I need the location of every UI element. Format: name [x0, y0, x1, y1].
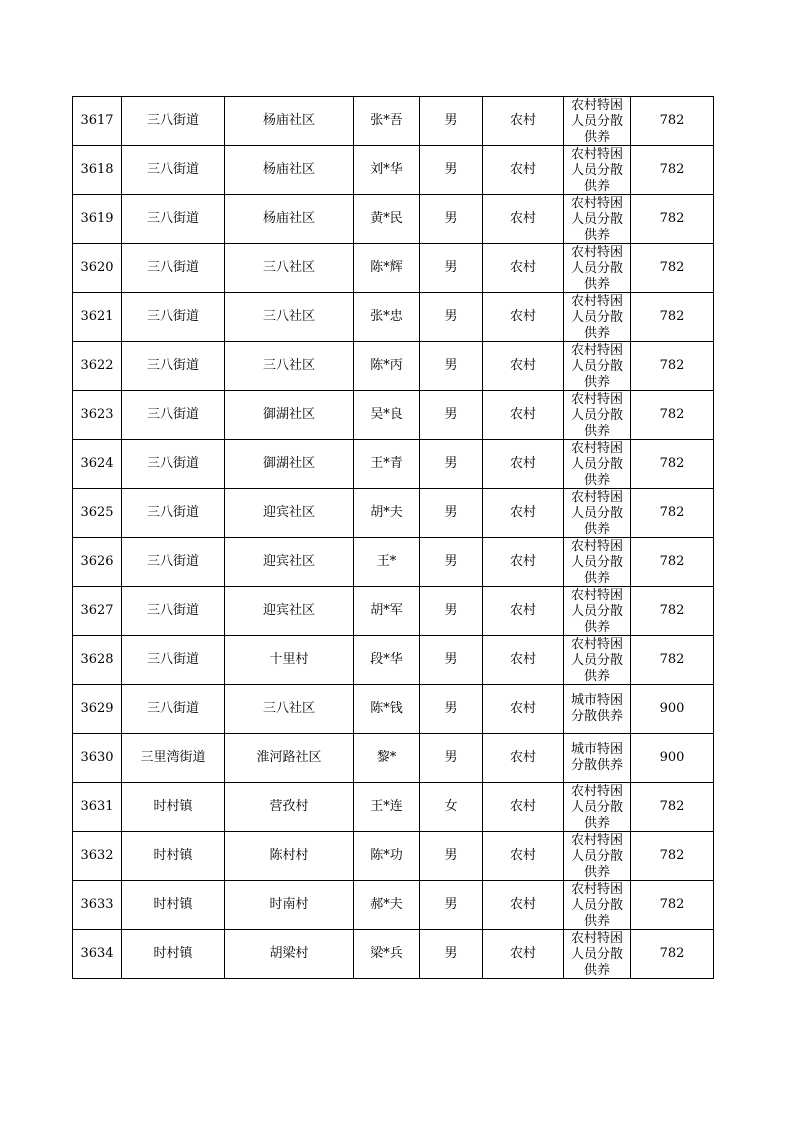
support-type-text: 农村特困人员分散供养	[570, 441, 623, 488]
support-type-text: 农村特困人员分散供养	[570, 833, 623, 880]
gender-cell: 男	[420, 930, 483, 979]
support-type-cell	[564, 930, 631, 979]
gender-cell: 男	[420, 685, 483, 734]
row-number-cell: 3622	[73, 342, 122, 391]
name-cell: 张*忠	[354, 293, 420, 342]
street-cell: 三八街道	[122, 146, 225, 195]
name-cell: 陈*丙	[354, 342, 420, 391]
street-cell: 三八街道	[122, 440, 225, 489]
street-cell: 三八街道	[122, 342, 225, 391]
row-number-cell: 3629	[73, 685, 122, 734]
name-cell: 胡*军	[354, 587, 420, 636]
amount-cell: 782	[631, 783, 714, 832]
amount-cell: 782	[631, 832, 714, 881]
support-type-cell	[564, 391, 631, 440]
support-type-cell	[564, 293, 631, 342]
name-cell: 黎*	[354, 734, 420, 783]
street-cell: 三里湾街道	[122, 734, 225, 783]
street-cell: 三八街道	[122, 244, 225, 293]
community-cell: 杨庙社区	[225, 97, 354, 146]
community-cell: 三八社区	[225, 685, 354, 734]
support-type-cell	[564, 440, 631, 489]
street-cell: 三八街道	[122, 293, 225, 342]
name-cell: 陈*钱	[354, 685, 420, 734]
street-cell: 三八街道	[122, 489, 225, 538]
amount-cell: 782	[631, 391, 714, 440]
row-number-cell: 3632	[73, 832, 122, 881]
gender-cell: 男	[420, 293, 483, 342]
community-cell: 御湖社区	[225, 391, 354, 440]
street-cell: 三八街道	[122, 391, 225, 440]
support-type-cell	[564, 538, 631, 587]
residence-cell: 农村	[483, 342, 564, 391]
amount-cell: 782	[631, 881, 714, 930]
support-type-cell	[564, 685, 631, 734]
community-cell: 三八社区	[225, 342, 354, 391]
support-type-text: 农村特困人员分散供养	[570, 98, 623, 145]
support-type-cell	[564, 146, 631, 195]
support-type-cell	[564, 734, 631, 783]
residence-cell: 农村	[483, 195, 564, 244]
name-cell: 刘*华	[354, 146, 420, 195]
residence-cell: 农村	[483, 930, 564, 979]
support-type-text: 农村特困人员分散供养	[570, 245, 623, 292]
row-number-cell: 3628	[73, 636, 122, 685]
table-row	[73, 244, 714, 293]
table-row	[73, 391, 714, 440]
street-cell: 三八街道	[122, 636, 225, 685]
table-row	[73, 587, 714, 636]
table-row	[73, 685, 714, 734]
roster-table	[72, 96, 714, 979]
residence-cell: 农村	[483, 881, 564, 930]
amount-cell: 900	[631, 685, 714, 734]
residence-cell: 农村	[483, 783, 564, 832]
amount-cell: 782	[631, 440, 714, 489]
community-cell: 十里村	[225, 636, 354, 685]
residence-cell: 农村	[483, 440, 564, 489]
community-cell: 三八社区	[225, 293, 354, 342]
support-type-text: 农村特困人员分散供养	[570, 147, 623, 194]
gender-cell: 男	[420, 342, 483, 391]
amount-cell: 782	[631, 930, 714, 979]
residence-cell: 农村	[483, 538, 564, 587]
community-cell: 陈村村	[225, 832, 354, 881]
name-cell: 黄*民	[354, 195, 420, 244]
gender-cell: 男	[420, 97, 483, 146]
street-cell: 三八街道	[122, 97, 225, 146]
row-number-cell: 3621	[73, 293, 122, 342]
amount-cell: 782	[631, 587, 714, 636]
gender-cell: 男	[420, 734, 483, 783]
gender-cell: 男	[420, 195, 483, 244]
gender-cell: 男	[420, 391, 483, 440]
community-cell: 御湖社区	[225, 440, 354, 489]
name-cell: 陈*功	[354, 832, 420, 881]
table-row	[73, 146, 714, 195]
street-cell: 三八街道	[122, 587, 225, 636]
roster-body	[73, 97, 714, 979]
table-row	[73, 832, 714, 881]
residence-cell: 农村	[483, 832, 564, 881]
table-row	[73, 930, 714, 979]
row-number-cell: 3617	[73, 97, 122, 146]
amount-cell: 782	[631, 146, 714, 195]
row-number-cell: 3633	[73, 881, 122, 930]
amount-cell: 900	[631, 734, 714, 783]
support-type-cell	[564, 587, 631, 636]
amount-cell: 782	[631, 195, 714, 244]
residence-cell: 农村	[483, 391, 564, 440]
row-number-cell: 3620	[73, 244, 122, 293]
support-type-text: 农村特困人员分散供养	[570, 931, 623, 978]
gender-cell: 女	[420, 783, 483, 832]
support-type-text: 农村特困人员分散供养	[570, 490, 623, 537]
gender-cell: 男	[420, 440, 483, 489]
community-cell: 迎宾社区	[225, 538, 354, 587]
amount-cell: 782	[631, 293, 714, 342]
residence-cell: 农村	[483, 293, 564, 342]
name-cell: 郝*夫	[354, 881, 420, 930]
support-type-text: 城市特困分散供养	[570, 693, 623, 724]
table-row	[73, 440, 714, 489]
table-row	[73, 783, 714, 832]
amount-cell: 782	[631, 97, 714, 146]
row-number-cell: 3634	[73, 930, 122, 979]
support-type-text: 城市特困分散供养	[570, 742, 623, 773]
table-row	[73, 489, 714, 538]
name-cell: 吴*良	[354, 391, 420, 440]
community-cell: 淮河路社区	[225, 734, 354, 783]
row-number-cell: 3618	[73, 146, 122, 195]
support-type-cell	[564, 489, 631, 538]
support-type-text: 农村特困人员分散供养	[570, 784, 623, 831]
name-cell: 王*连	[354, 783, 420, 832]
table-row	[73, 195, 714, 244]
table-row	[73, 734, 714, 783]
gender-cell: 男	[420, 881, 483, 930]
name-cell: 段*华	[354, 636, 420, 685]
support-type-cell	[564, 636, 631, 685]
street-cell: 三八街道	[122, 538, 225, 587]
row-number-cell: 3624	[73, 440, 122, 489]
amount-cell: 782	[631, 636, 714, 685]
name-cell: 胡*夫	[354, 489, 420, 538]
gender-cell: 男	[420, 538, 483, 587]
residence-cell: 农村	[483, 244, 564, 293]
support-type-cell	[564, 195, 631, 244]
support-type-text: 农村特困人员分散供养	[570, 637, 623, 684]
residence-cell: 农村	[483, 685, 564, 734]
community-cell: 杨庙社区	[225, 195, 354, 244]
support-type-text: 农村特困人员分散供养	[570, 588, 623, 635]
row-number-cell: 3626	[73, 538, 122, 587]
name-cell: 梁*兵	[354, 930, 420, 979]
street-cell: 三八街道	[122, 195, 225, 244]
table-row	[73, 342, 714, 391]
community-cell: 三八社区	[225, 244, 354, 293]
table-row	[73, 538, 714, 587]
support-type-cell	[564, 783, 631, 832]
street-cell: 时村镇	[122, 783, 225, 832]
street-cell: 时村镇	[122, 881, 225, 930]
row-number-cell: 3630	[73, 734, 122, 783]
support-type-cell	[564, 244, 631, 293]
gender-cell: 男	[420, 636, 483, 685]
table-row	[73, 97, 714, 146]
street-cell: 时村镇	[122, 832, 225, 881]
gender-cell: 男	[420, 587, 483, 636]
support-type-text: 农村特困人员分散供养	[570, 294, 623, 341]
gender-cell: 男	[420, 146, 483, 195]
name-cell: 张*吾	[354, 97, 420, 146]
street-cell: 时村镇	[122, 930, 225, 979]
row-number-cell: 3631	[73, 783, 122, 832]
support-type-text: 农村特困人员分散供养	[570, 882, 623, 929]
community-cell: 胡梁村	[225, 930, 354, 979]
support-type-text: 农村特困人员分散供养	[570, 343, 623, 390]
name-cell: 王*	[354, 538, 420, 587]
community-cell: 杨庙社区	[225, 146, 354, 195]
community-cell: 营孜村	[225, 783, 354, 832]
amount-cell: 782	[631, 244, 714, 293]
table-row	[73, 881, 714, 930]
residence-cell: 农村	[483, 97, 564, 146]
row-number-cell: 3627	[73, 587, 122, 636]
residence-cell: 农村	[483, 587, 564, 636]
support-type-text: 农村特困人员分散供养	[570, 196, 623, 243]
amount-cell: 782	[631, 538, 714, 587]
community-cell: 时南村	[225, 881, 354, 930]
support-type-cell	[564, 881, 631, 930]
residence-cell: 农村	[483, 146, 564, 195]
gender-cell: 男	[420, 832, 483, 881]
residence-cell: 农村	[483, 489, 564, 538]
support-type-cell	[564, 342, 631, 391]
support-type-text: 农村特困人员分散供养	[570, 392, 623, 439]
support-type-text: 农村特困人员分散供养	[570, 539, 623, 586]
table-row	[73, 636, 714, 685]
row-number-cell: 3619	[73, 195, 122, 244]
support-type-cell	[564, 97, 631, 146]
row-number-cell: 3623	[73, 391, 122, 440]
residence-cell: 农村	[483, 734, 564, 783]
community-cell: 迎宾社区	[225, 489, 354, 538]
table-row	[73, 293, 714, 342]
amount-cell: 782	[631, 342, 714, 391]
support-type-cell	[564, 832, 631, 881]
community-cell: 迎宾社区	[225, 587, 354, 636]
gender-cell: 男	[420, 244, 483, 293]
row-number-cell: 3625	[73, 489, 122, 538]
residence-cell: 农村	[483, 636, 564, 685]
amount-cell: 782	[631, 489, 714, 538]
gender-cell: 男	[420, 489, 483, 538]
street-cell: 三八街道	[122, 685, 225, 734]
name-cell: 陈*辉	[354, 244, 420, 293]
name-cell: 王*青	[354, 440, 420, 489]
